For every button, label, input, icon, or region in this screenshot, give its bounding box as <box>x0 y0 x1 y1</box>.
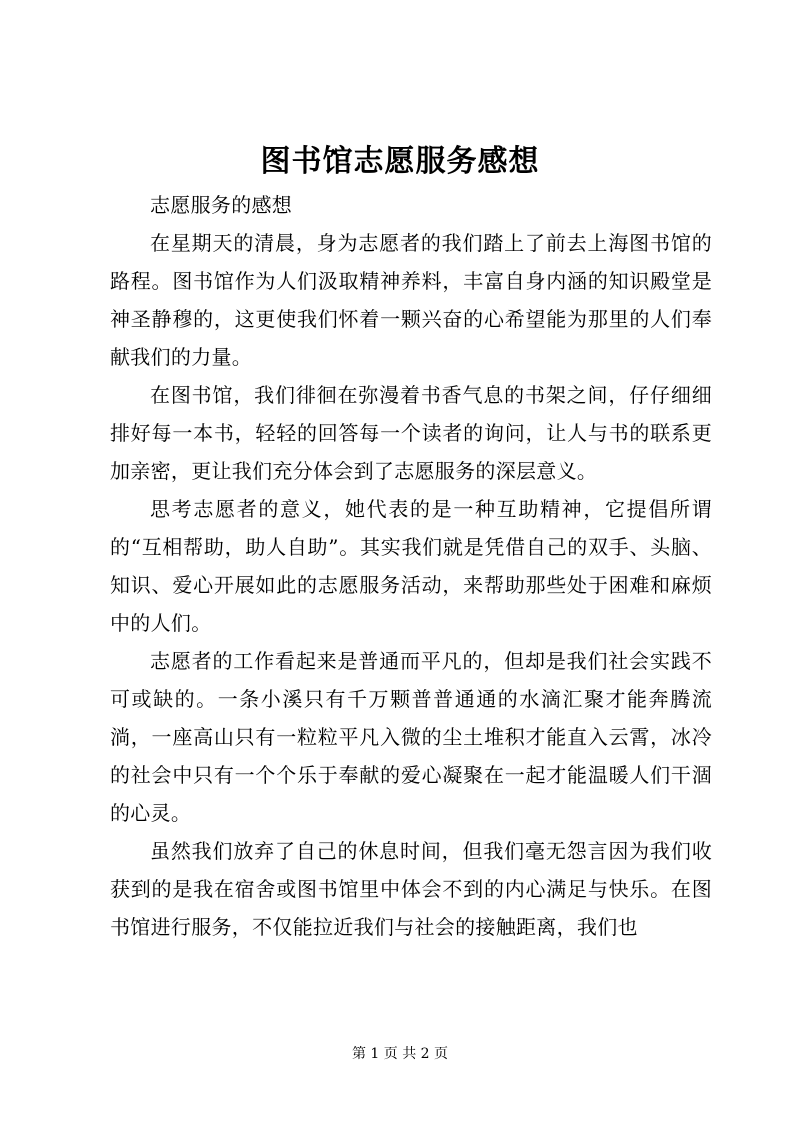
paragraph: 志愿者的工作看起来是普通而平凡的，但却是我们社会实践不可或缺的。一条小溪只有千万颗普普通通的水滴汇聚才能奔腾流淌，一座高山只有一粒粒平凡入微的尘土堆积才能直入云霄，冰冷的社会中只有一个个乐于奉献的爱心凝聚在一起才能温暖人们干涸的心灵。 <box>110 649 712 825</box>
document-title: 图书馆志愿服务感想 <box>260 144 540 179</box>
paragraph-heading: 志愿服务的感想 <box>150 193 293 217</box>
document-body <box>110 186 712 946</box>
paragraph: 思考志愿者的意义，她代表的是一种互助精神，它提倡所谓的“互相帮助，助人自助”。其实我们就是凭借自己的双手、头脑、知识、爱心开展如此的志愿服务活动，来帮助那些处于困难和麻烦中的人们。 <box>110 497 712 635</box>
paragraph: 在图书馆，我们徘徊在弥漫着书香气息的书架之间，仔仔细细排好每一本书，轻轻的回答每一个读者的询问，让人与书的联系更加亲密，更让我们充分体会到了志愿服务的深层意义。 <box>110 383 712 483</box>
paragraph: 在星期天的清晨，身为志愿者的我们踏上了前去上海图书馆的路程。图书馆作为人们汲取精神养料，丰富自身内涵的知识殿堂是神圣静穆的，这更使我们怀着一颗兴奋的心希望能为那里的人们奉献我们的力量。 <box>110 231 712 369</box>
page-number-footer: 第 1 页 共 2 页 <box>351 1046 449 1062</box>
paragraph: 虽然我们放弃了自己的休息时间，但我们毫无怨言因为我们收获到的是我在宿舍或图书馆里中体会不到的内心满足与快乐。在图书馆进行服务，不仅能拉近我们与社会的接触距离，我们也 <box>110 839 712 939</box>
